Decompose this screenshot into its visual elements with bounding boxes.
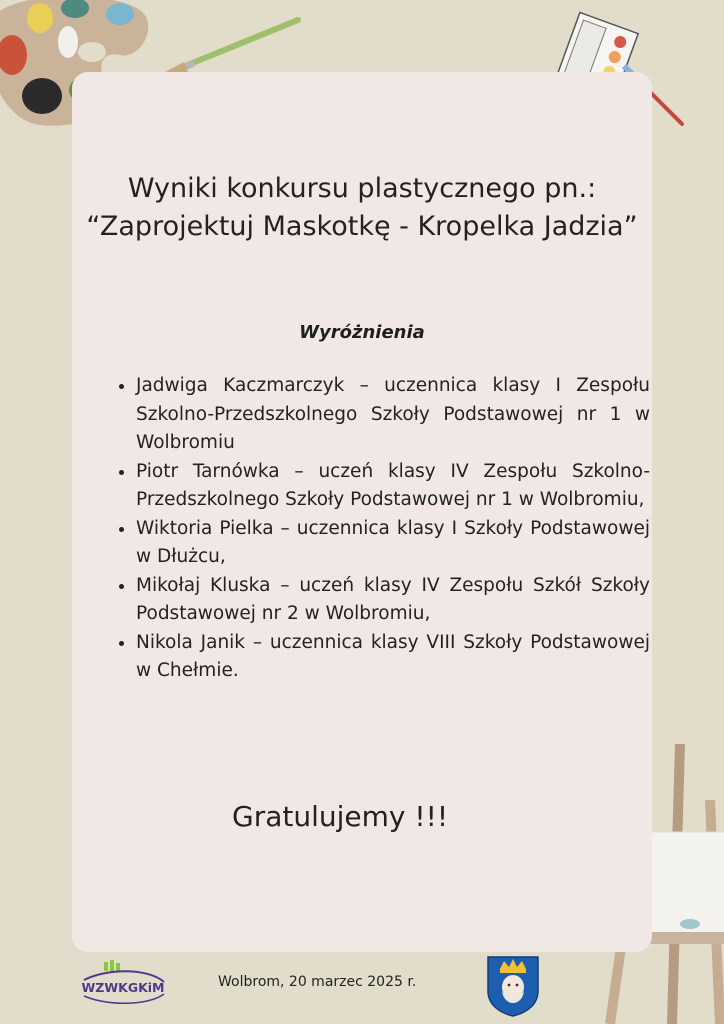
wolbrom-coat-of-arms [486,955,540,1017]
title-line-1: Wyniki konkursu plastycznego pn.: [127,173,597,204]
list-item: • Jadwiga Kaczmarczyk – uczennica klasy I Zespołu Szkolno-Przedszkolnego Szkoły Podstawowej nr 1 w Wolbromiu [136,372,650,458]
list-item: • Wiktoria Pielka – uczennica klasy I Szkoły Podstawowej w Dłużcu, [136,515,650,572]
list-item: • Mikołaj Kluska – uczeń klasy IV Zespołu Szkół Szkoły Podstawowej nr 2 w Wolbromiu, [136,572,650,629]
list-item: • Piotr Tarnówka – uczeń klasy IV Zespołu Szkolno-Przedszkolnego Szkoły Podstawowej nr 1 w Wolbromiu, [136,458,650,515]
congratulations-text: Gratulujemy !!! [232,800,449,833]
title-line-2: “Zaprojektuj Maskotkę - Kropelka Jadzia” [86,211,638,242]
logo-text: WZWKGKiM [81,980,165,995]
page-title [72,170,652,246]
place-date: Wolbrom, 20 marzec 2025 r. [218,974,417,990]
list-item: • Nikola Janik – uczennica klasy VIII Szkoły Podstawowej w Chełmie. [136,629,650,686]
wzwkgkim-logo [78,958,168,1008]
section-heading: Wyróżnienia [299,322,425,343]
awards-list [110,372,650,686]
